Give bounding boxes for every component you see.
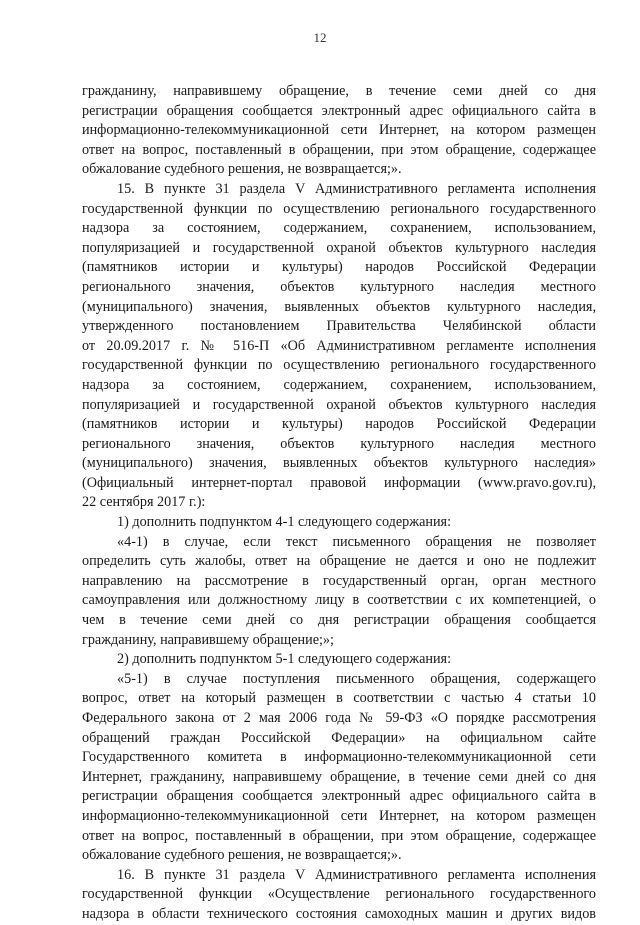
text-line: Интернет, гражданину, направившему обращение, в течение семи дней со дня [82, 768, 596, 785]
text-line: (Официальный интернет-портал правовой информации (www.pravo.gov.ru), [82, 474, 596, 491]
text-line: обращений граждан Российской Федерации» на официальном сайте [82, 729, 596, 746]
page-number: 12 [313, 30, 327, 45]
text-line: информационно-телекоммуникационной сети Интернет, на котором размещен [82, 807, 596, 824]
text-line: надзора за состоянием, содержанием, сохранением, использованием, [82, 220, 596, 237]
text-line: 2) дополнить подпунктом 5-1 следующего содержания: [117, 651, 452, 668]
text-line: 16. В пункте 31 раздела V Административного регламента исполнения [117, 866, 596, 883]
text-line: Государственного комитета в информационно-телекоммуникационной сети [82, 749, 596, 766]
text-line: (памятников истории и культуры) народов Российской Федерации [82, 259, 596, 276]
text-line: обжалование судебного решения, не возвращается;». [82, 161, 402, 178]
text-line: (муниципального) значения, выявленных объектов культурного наследия, [82, 298, 596, 315]
text-line: от 20.09.2017 г. № 516-П «Об Административном регламенте исполнения [82, 337, 596, 354]
text-line: обжалование судебного решения, не возвращается;». [82, 847, 402, 864]
text-line: чем в течение семи дней со дня регистрации обращения сообщается [82, 612, 596, 629]
text-line: информационно-телекоммуникационной сети Интернет, на котором размещен [82, 122, 596, 139]
text-line: государственной функции по осуществлению регионального государственного [82, 357, 596, 374]
text-line: регистрации обращения сообщается электронный адрес официального сайта в [82, 788, 596, 805]
text-line: государственной функции по осуществлению регионального государственного [82, 200, 596, 217]
text-line: популяризацией и государственной охраной объектов культурного наследия [82, 396, 596, 413]
text-line: гражданину, направившему обращение, в течение семи дней со дня [82, 83, 596, 99]
text-line: надзора в области технического состояния самоходных машин и других видов [82, 905, 596, 922]
text-line: вопрос, ответ на который размещен в соответствии с частью 4 статьи 10 [82, 690, 596, 707]
text-line: регионального значения, объектов культурного наследия местного [82, 435, 596, 452]
text-line: ответ на вопрос, поставленный в обращении, при этом обращение, содержащее [82, 141, 596, 158]
text-line: 22 сентября 2017 г.): [82, 494, 206, 511]
text-line: 15. В пункте 31 раздела V Административного регламента исполнения [117, 180, 596, 197]
text-line: «5-1) в случае поступления письменного обращения, содержащего [117, 670, 596, 687]
text-line: надзора за состоянием, содержанием, сохранением, использованием, [82, 376, 596, 393]
text-line: государственной функции «Осуществление регионального государственного [82, 886, 596, 903]
text-line: определить суть жалобы, ответ на обращение не дается и оно не подлежит [82, 553, 596, 570]
text-line: популяризацией и государственной охраной объектов культурного наследия [82, 239, 596, 256]
text-line: ответ на вопрос, поставленный в обращении, при этом обращение, содержащее [82, 827, 596, 844]
text-line: самоуправления или должностному лицу в соответствии с их компетенцией, о [82, 592, 596, 609]
text-line: Федерального закона от 2 мая 2006 года № 59-ФЗ «О порядке рассмотрения [82, 710, 596, 726]
text-line: регистрации обращения сообщается электронный адрес официального сайта в [82, 102, 596, 119]
document-body [82, 82, 596, 925]
text-line: (памятников истории и культуры) народов Российской Федерации [82, 416, 596, 433]
text-line: регионального значения, объектов культурного наследия местного [82, 278, 596, 295]
text-line: утвержденного постановлением Правительства Челябинской области [82, 318, 596, 335]
text-line: 1) дополнить подпунктом 4-1 следующего содержания: [117, 514, 452, 531]
text-line: направлению на рассмотрение в государственный орган, орган местного [82, 572, 596, 589]
text-line: «4-1) в случае, если текст письменного обращения не позволяет [117, 533, 596, 550]
text-line: гражданину, направившему обращение;»; [82, 631, 334, 648]
text-line: (муниципального) значения, выявленных объектов культурного наследия» [82, 455, 596, 472]
